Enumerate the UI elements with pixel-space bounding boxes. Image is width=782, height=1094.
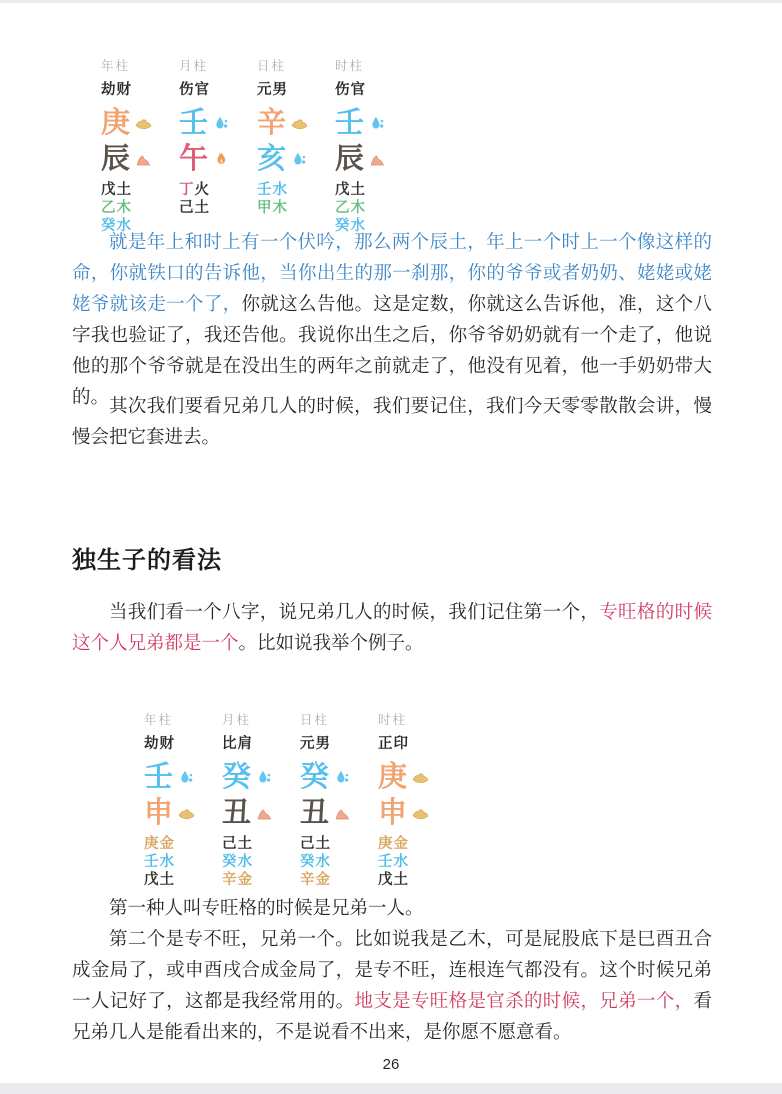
pillar-column bbox=[222, 710, 282, 889]
hidden-stems bbox=[144, 835, 204, 889]
paragraph-brothers-note bbox=[72, 392, 712, 454]
ten-god-label: 劫财 bbox=[144, 736, 175, 752]
heavenly-stem bbox=[179, 106, 239, 140]
bazi-chart-first bbox=[101, 56, 395, 235]
earthly-branch bbox=[222, 796, 282, 830]
ten-god-label: 元男 bbox=[300, 736, 331, 752]
branch-character: 亥 bbox=[257, 142, 287, 175]
text-segment: 就是年上和时上有一个伏吟，那么两个辰土，年上一个时上一个像这样的命，你就铁口的告诉他，当你出生的那一刹那，你的爷爷或者奶奶、姥姥或姥姥爷就该走一个了， bbox=[72, 233, 712, 315]
earthly-branch bbox=[378, 796, 438, 830]
heavenly-stem bbox=[257, 106, 317, 140]
paragraph-first-type bbox=[72, 894, 712, 925]
hidden-stem: 戊土 bbox=[335, 182, 366, 198]
ten-god-label: 劫财 bbox=[101, 82, 132, 98]
ten-god-label: 比肩 bbox=[222, 736, 253, 752]
heavenly-stem bbox=[101, 106, 161, 140]
earthly-branch bbox=[335, 142, 395, 176]
ten-god-label: 伤官 bbox=[335, 82, 366, 98]
pillar-label: 时柱 bbox=[335, 59, 365, 73]
water-drop-icon bbox=[212, 114, 231, 133]
heavenly-stem bbox=[378, 760, 438, 794]
pillar-column bbox=[300, 710, 360, 889]
hidden-stem: 己土 bbox=[222, 836, 253, 852]
paragraph-fuyin-explanation bbox=[72, 228, 712, 414]
earth-mound-icon bbox=[333, 804, 352, 823]
hidden-stem: 庚金 bbox=[378, 836, 409, 852]
hidden-stems bbox=[300, 835, 360, 889]
hidden-stem: 戊土 bbox=[144, 872, 175, 888]
branch-character: 申 bbox=[378, 796, 408, 829]
earthly-branch bbox=[101, 142, 161, 176]
hidden-stem: 壬水 bbox=[257, 182, 288, 198]
branch-character: 辰 bbox=[101, 142, 131, 175]
text-segment: 第一种人叫专旺格的时候是兄弟一人。 bbox=[109, 899, 424, 919]
hidden-stem: 己土 bbox=[179, 200, 210, 216]
hidden-stem: 甲木 bbox=[257, 200, 288, 216]
hidden-stems bbox=[179, 181, 239, 217]
hidden-stem: 壬水 bbox=[144, 854, 175, 870]
branch-character: 辰 bbox=[335, 142, 365, 175]
hidden-stem: 戊土 bbox=[101, 182, 132, 198]
earth-mound-icon bbox=[134, 150, 153, 169]
pillar-label: 日柱 bbox=[300, 713, 330, 727]
pillar-column bbox=[144, 710, 204, 889]
hidden-stem: 乙木 bbox=[335, 200, 366, 216]
earthly-branch bbox=[144, 796, 204, 830]
bazi-chart-second bbox=[144, 710, 438, 889]
page-number: 26 bbox=[382, 1056, 400, 1073]
text-segment: 专旺格的时候这个人兄弟都是一个 bbox=[72, 603, 712, 654]
paragraph-second-type bbox=[72, 925, 712, 1049]
stem-character: 壬 bbox=[144, 760, 174, 793]
pillar-label: 时柱 bbox=[378, 713, 408, 727]
hidden-stem: 壬水 bbox=[378, 854, 409, 870]
hidden-stems bbox=[335, 181, 395, 235]
metal-ingot-icon bbox=[290, 114, 309, 133]
stem-character: 壬 bbox=[335, 106, 365, 139]
heavenly-stem bbox=[144, 760, 204, 794]
pillar-label: 年柱 bbox=[101, 59, 131, 73]
pillar-label: 年柱 bbox=[144, 713, 174, 727]
metal-ingot-icon bbox=[411, 804, 430, 823]
pillar-label: 月柱 bbox=[222, 713, 252, 727]
earthly-branch bbox=[179, 142, 239, 176]
branch-character: 申 bbox=[144, 796, 174, 829]
branch-character: 午 bbox=[179, 142, 209, 175]
metal-ingot-icon bbox=[177, 804, 196, 823]
text-segment: 你就这么告他。这是定数，你就这么告诉他，准，这个八字我也验证了，我还告他。我说你出生之后，你爷爷奶奶就有一个走了，他说他的那个爷爷就是在没出生的两年之前就走了，他没有见着，他一手奶奶带大的。 bbox=[72, 295, 712, 408]
pillar-label: 月柱 bbox=[179, 59, 209, 73]
heavenly-stem bbox=[335, 106, 395, 140]
branch-character: 丑 bbox=[300, 796, 330, 829]
earthly-branch bbox=[257, 142, 317, 176]
water-drop-icon bbox=[177, 768, 196, 787]
earth-mound-icon bbox=[368, 150, 387, 169]
metal-ingot-icon bbox=[134, 114, 153, 133]
section-heading: 独生子的看法 bbox=[72, 547, 222, 574]
ten-god-label: 伤官 bbox=[179, 82, 210, 98]
paragraph-zhuanwang-intro bbox=[72, 598, 712, 660]
stem-character: 癸 bbox=[222, 760, 252, 793]
water-drop-icon bbox=[368, 114, 387, 133]
hidden-stems bbox=[101, 181, 161, 235]
hidden-stems bbox=[222, 835, 282, 889]
hidden-stem: 戊土 bbox=[378, 872, 409, 888]
water-drop-icon bbox=[333, 768, 352, 787]
stem-character: 辛 bbox=[257, 106, 287, 139]
hidden-stems bbox=[378, 835, 438, 889]
hidden-stem: 丁火 bbox=[179, 182, 210, 198]
hidden-stem: 癸水 bbox=[335, 218, 366, 234]
hidden-stem: 癸水 bbox=[300, 854, 331, 870]
hidden-stem: 己土 bbox=[300, 836, 331, 852]
pillar-label: 日柱 bbox=[257, 59, 287, 73]
hidden-stem: 辛金 bbox=[222, 872, 253, 888]
scan-edge-top bbox=[0, 0, 782, 3]
ten-god-label: 元男 bbox=[257, 82, 288, 98]
text-segment: 看兄弟几人是能看出来的，不是说看不出来，是你愿不愿意看。 bbox=[72, 992, 712, 1043]
text-segment: 其次我们要看兄弟几人的时候，我们要记住，我们今天零零散散会讲，慢慢会把它套进去。 bbox=[72, 397, 712, 448]
stem-character: 癸 bbox=[300, 760, 330, 793]
text-segment: 当我们看一个八字，说兄弟几人的时候，我们记住第一个， bbox=[109, 603, 600, 623]
hidden-stem: 癸水 bbox=[101, 218, 132, 234]
text-segment: 地支是专旺格是官杀的时候，兄弟一个， bbox=[354, 992, 694, 1012]
text-segment: 第二个是专不旺，兄弟一个。比如说我是乙木，可是屁股底下是巳酉丑合成金局了，或申酉戌合成金局了，是专不旺，连根连气都没有。这个时候兄弟一人记好了，这都是我经常用的。 bbox=[72, 930, 712, 1012]
fire-flame-icon bbox=[212, 150, 231, 169]
water-drop-icon bbox=[255, 768, 274, 787]
hidden-stem: 辛金 bbox=[300, 872, 331, 888]
scan-edge-bottom bbox=[0, 1083, 782, 1094]
metal-ingot-icon bbox=[411, 768, 430, 787]
pillar-column bbox=[179, 56, 239, 235]
branch-character: 丑 bbox=[222, 796, 252, 829]
pillar-column bbox=[101, 56, 161, 235]
pillar-column bbox=[378, 710, 438, 889]
stem-character: 壬 bbox=[179, 106, 209, 139]
heavenly-stem bbox=[300, 760, 360, 794]
hidden-stem: 庚金 bbox=[144, 836, 175, 852]
pillar-column bbox=[257, 56, 317, 235]
ten-god-label: 正印 bbox=[378, 736, 409, 752]
stem-character: 庚 bbox=[101, 106, 131, 139]
hidden-stem: 乙木 bbox=[101, 200, 132, 216]
earth-mound-icon bbox=[255, 804, 274, 823]
heavenly-stem bbox=[222, 760, 282, 794]
earthly-branch bbox=[300, 796, 360, 830]
water-drop-icon bbox=[290, 150, 309, 169]
hidden-stem: 癸水 bbox=[222, 854, 253, 870]
pillar-column bbox=[335, 56, 395, 235]
text-segment: 。比如说我举个例子。 bbox=[238, 634, 424, 654]
stem-character: 庚 bbox=[378, 760, 408, 793]
hidden-stems bbox=[257, 181, 317, 217]
